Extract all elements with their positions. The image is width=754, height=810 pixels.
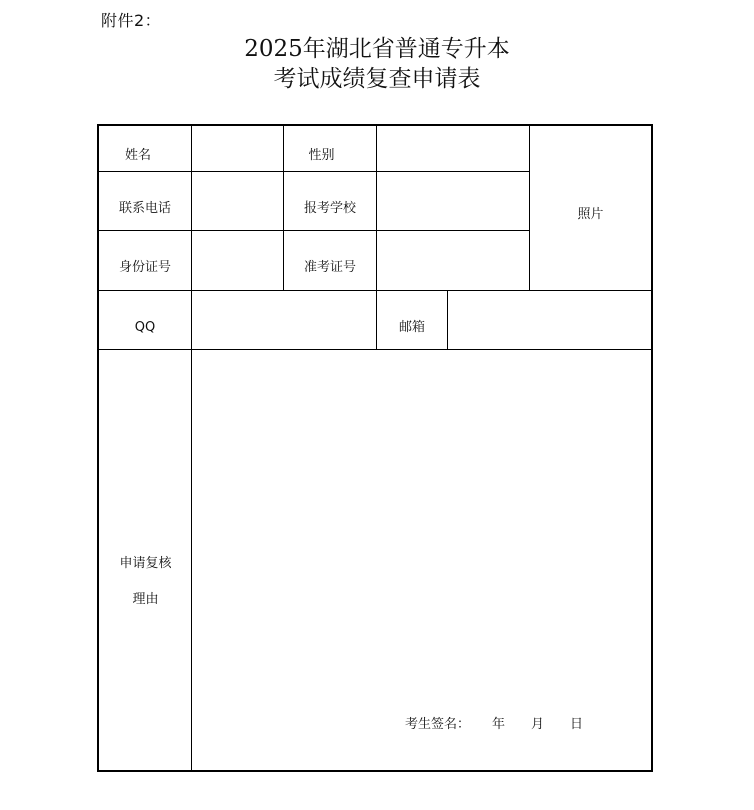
gender-field[interactable] [377,126,529,171]
qq-field[interactable] [192,291,376,349]
admission-number-field[interactable] [377,231,529,290]
gender-label: 性别 [308,148,335,163]
month-label: 月 [531,717,545,732]
admission-number-label: 准考证号 [303,260,356,275]
id-number-label: 身份证号 [118,260,171,275]
email-field[interactable] [448,291,651,349]
school-field[interactable] [377,172,529,230]
day-label: 日 [570,717,584,732]
attachment-label: 附件2： [101,11,162,30]
name-field[interactable] [192,126,283,171]
year-label: 年 [492,717,506,732]
document-title-line-2: 考试成绩复查申请表 [273,66,481,92]
photo-box[interactable] [530,126,651,290]
reason-label [99,546,192,618]
signature-label: 考生签名： [405,717,471,732]
reason-label-line-2: 理由 [132,592,159,607]
reason-label-line-1: 申请复核 [119,556,172,571]
id-number-field[interactable] [192,231,283,290]
school-label: 报考学校 [303,201,356,216]
phone-field[interactable] [192,172,283,230]
name-label: 姓名 [124,148,151,163]
phone-label: 联系电话 [118,201,171,216]
email-label: 邮箱 [398,320,425,335]
application-form-table [97,124,653,772]
signature-line [405,717,583,733]
document-title-line-1: 2025年湖北省普通专升本 [244,36,510,62]
reason-field[interactable] [192,350,651,710]
qq-label: QQ [134,320,156,335]
photo-label: 照片 [577,207,604,222]
